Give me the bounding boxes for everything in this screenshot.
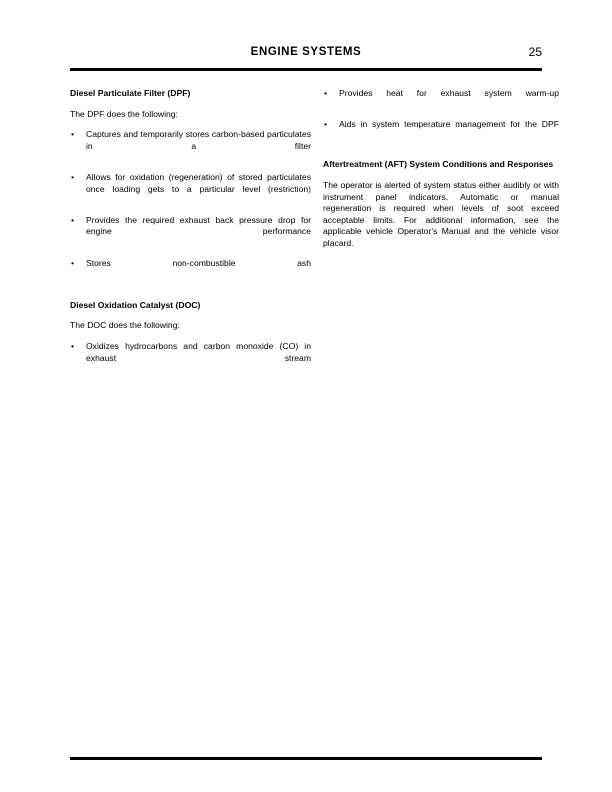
bullet-icon: • bbox=[71, 257, 75, 268]
list-item-text: Oxidizes hydrocarbons and carbon monoxide (CO) in exhaust stream bbox=[86, 340, 311, 363]
section-heading-aft: Aftertreatment (AFT) System Conditions and Responses bbox=[323, 159, 554, 170]
bullet-list-dpf bbox=[70, 129, 311, 281]
list-item-text: Captures and temporarily stores carbon-based particulates in a filter bbox=[86, 129, 311, 151]
list-item bbox=[70, 172, 311, 207]
section-spacer bbox=[323, 142, 559, 159]
page-number: 25 bbox=[528, 45, 542, 59]
bullet-list-continued bbox=[323, 88, 559, 142]
bullet-icon: • bbox=[71, 340, 75, 351]
list-item bbox=[323, 119, 559, 142]
left-column bbox=[70, 88, 311, 376]
list-item bbox=[70, 129, 311, 164]
section-intro-doc: The DOC does the following: bbox=[70, 320, 180, 331]
section-spacer bbox=[70, 281, 311, 300]
list-item-text: Provides heat for exhaust system warm-up bbox=[339, 88, 559, 98]
list-item-text: Provides the required exhaust back pressure drop for engine performance bbox=[86, 214, 311, 237]
list-item-text: Stores non-combustible ash bbox=[86, 257, 311, 268]
bullet-list-doc bbox=[70, 341, 311, 376]
section-aft bbox=[323, 159, 559, 261]
page-header bbox=[70, 44, 542, 64]
section-dpf bbox=[70, 88, 311, 281]
list-item bbox=[70, 258, 311, 281]
section-paragraph-aft: The operator is alerted of system status either audibly or with instrument panel indicators. Automatic or manual regeneration is required when levels of soot exceed acceptable limits. For additional information, see the applicable vehicle Operator's Manual and the vehicle visor placard. bbox=[323, 179, 559, 248]
list-item bbox=[323, 88, 559, 111]
bullet-icon: • bbox=[71, 171, 75, 182]
section-doc bbox=[70, 300, 311, 376]
bullet-icon: • bbox=[71, 214, 75, 225]
list-item-text: Allows for oxidation (regeneration) of stored particulates once loading gets to a particular level (restriction) bbox=[86, 171, 311, 194]
footer-rule bbox=[70, 757, 542, 760]
bullet-icon: • bbox=[324, 119, 328, 130]
right-column bbox=[323, 88, 559, 270]
section-intro-dpf: The DPF does the following: bbox=[70, 108, 178, 119]
section-heading-dpf: Diesel Particulate Filter (DPF) bbox=[70, 88, 191, 98]
list-item bbox=[70, 215, 311, 250]
list-item-text: Aids in system temperature management for the DPF bbox=[339, 119, 559, 130]
section-heading-doc: Diesel Oxidation Catalyst (DOC) bbox=[70, 299, 201, 310]
list-item bbox=[70, 341, 311, 376]
header-rule bbox=[70, 68, 542, 71]
page-title: ENGINE SYSTEMS bbox=[250, 46, 362, 58]
bullet-icon: • bbox=[71, 129, 75, 140]
bullet-icon: • bbox=[324, 88, 328, 98]
